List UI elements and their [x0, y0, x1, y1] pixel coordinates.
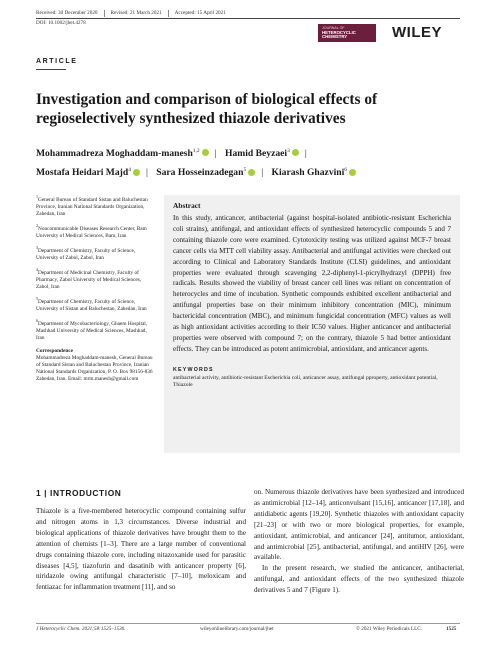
affiliation-item: $^6$Department of Mycobacteriology, Ghaem Hospital, Mashhad University of Medical Sciences, Mashhad, Iran: [36, 317, 148, 341]
article-title: Investigation and comparison of biological effects of regioselectively synthesized thiazole derivatives: [36, 91, 378, 127]
date-divider: [104, 10, 105, 17]
publisher-logo: WILEY: [392, 24, 442, 41]
abstract-text: In this study, anticancer, antibacterial (against hospital-isolated antibiotic-resistant Escherichia coli strains), antifungal, and antioxidant effects of synthesized heterocyclic compounds 5 and 7 containing thiazole core were examined. Cytotoxicity testing was utilized against MCF-7 breast cancer cells via MTT cell viability assay. Antibacterial and antifungal activities were checked out according to Clinical and Laboratory Standards Institute (CLSI) guidelines, and antioxidant properties were evaluated through scavenging 2,2-diphenyl-1-picrylhydrazyl (DPPH) free radicals. Results showed the viability of breast cancer cell lines was reliant on concentration of heterocycles and time of incubation. Synthetic compounds exhibited excellent antibacterial and antifungal properties base on their minimum inhibitory concentration (MIC), minimum bactericidal concentration (MBC), and minimum fungicidal concentration (MFC) values as well as high antioxidant activities according to their IC50 values. Higher anticancer and antibacterial properties were observed with compound 7; on the contrary, thiazole 5 had better antioxidant effects. They can be introduced as potent antimicrobial, antioxidant, and anticancer agents.: [173, 214, 451, 353]
accepted-date: Accepted: 15 April 2021: [174, 10, 226, 16]
body-column-left: [36, 506, 246, 593]
body-column-right: [254, 487, 464, 596]
section-label: ARTICLE: [36, 58, 78, 65]
footer-citation: J Heterocyclic Chem. 2021;58:1525–1530.: [36, 626, 126, 632]
affiliation-item: $^4$Department of Medicinal Chemistry, Faculty of Pharmacy, Zabol University of Medical Sciences, Zabol, Iran: [36, 266, 142, 290]
page-number: 1525: [446, 626, 457, 632]
journal-logo-line3: CHEMISTRY: [322, 34, 348, 40]
author-name[interactable]: Mostafa Heidari Majd: [36, 167, 129, 179]
orcid-icon[interactable]: [349, 169, 356, 176]
revised-date: Revised: 21 March 2021: [110, 10, 162, 16]
header-rule: [36, 18, 460, 19]
body-paragraph: Thiazole is a five-membered heterocyclic compound containing sulfur and nitrogen atoms in 1,3 circumstances. Diverse industrial and biological applications of thiazole derivatives have brought them to the attention of chemists [1–3]. There are a large number of conventional drugs containing thiazole core, including nitazoxanide used for parasitic diseases [4,5], tiazofurin and dasatinib with anticancer property [6], niridazole owing antifungal characteristic [7–10], meloxicam and fentiazac for inflammation treatment [11], and so: [36, 507, 246, 592]
journal-logo-line2: HETEROCYCLIC: [322, 29, 356, 35]
section-label-underline: [36, 69, 66, 70]
author-list: [36, 143, 456, 181]
affiliations: [36, 193, 156, 387]
doi[interactable]: DOI: 10.1002/jhet.4278: [36, 20, 86, 26]
author-affil-marker: 4: [128, 167, 131, 174]
author-affil-marker: 3: [287, 148, 290, 154]
correspondence-text: Mohammadreza Moghaddam-manesh, General Bureau of Standard Sistan and Baluchestan Province, Iranian National Standards Organization, P. O. Box 98156-836 Zahedan, Iran. Email: mrm.manesh@gmail.com: [36, 355, 153, 383]
author-divider: |: [304, 148, 307, 160]
keywords-heading: KEYWORDS: [173, 366, 214, 373]
received-date: Received: 30 December 2020: [36, 10, 98, 16]
date-divider: [168, 10, 169, 17]
author-name[interactable]: Kiarash Ghazvini: [271, 167, 345, 179]
affiliation-item: $^5$Department of Chemistry, Faculty of Science, University of Sistan and Baluchestan, Zahedan, Iran: [36, 296, 147, 312]
author-name[interactable]: Hamid Beyzaei: [225, 148, 288, 160]
body-paragraph: In the present research, we studied the anticancer, antibacterial, antifungal, and antioxidant effects of the two synthesized thiazole derivatives 5 and 7 (Figure 1).: [254, 564, 464, 595]
author-name[interactable]: Mohammadreza Moghaddam-manesh: [36, 148, 193, 160]
correspondence-heading: Correspondence: [36, 348, 73, 354]
affiliation-item: $^3$Department of Chemistry, Faculty of Science, University of Zabol, Zabol, Iran: [36, 245, 136, 261]
author-affil-marker: 1,2: [192, 148, 200, 154]
affiliation-item: $^2$Noncommunicable Diseases Research Center, Bam University of Medical Sciences, Bam, Iran: [36, 223, 147, 239]
affiliation-item: $^1$General Bureau of Standard Sistan and Baluchestan Province, Iranian National Standards Organization, Zahedan, Iran: [36, 194, 148, 217]
journal-logo-line1: JOURNAL OF: [322, 26, 345, 30]
footer-journal-url[interactable]: wileyonlinelibrary.com/journal/jhet: [200, 626, 274, 632]
orcid-icon[interactable]: [133, 169, 140, 176]
footer-copyright: © 2021 Wiley Periodicals LLC.: [356, 626, 423, 632]
article-dates: [36, 10, 226, 17]
orcid-icon[interactable]: [292, 149, 299, 156]
author-name[interactable]: Sara Hosseinzadegan: [156, 167, 244, 179]
orcid-icon[interactable]: [248, 169, 255, 176]
author-divider: |: [261, 167, 264, 179]
body-paragraph: on. Numerous thiazole derivatives have been synthesized and introduced as antimicrobial [12–14], anticonvulsant [15,16], anticancer [17,18], and antidiabetic agents [19,20]. Synthetic thiazoles with antioxidant capacity [21–23] or with two or more biological properties, for example, antioxidant, antimicrobial, and anticancer [24], antitumor, antioxidant, and antimicrobial [25], antibacterial, antifungal, and antiHIV [26], were available.: [254, 488, 464, 562]
keywords-text: antibacterial activity, antibiotic-resistant Escherichia coli, anticancer assay, antifungal pproperty, antioxidant potential, Thiazole: [173, 374, 438, 389]
abstract-box: [164, 195, 460, 453]
orcid-icon[interactable]: [202, 149, 209, 156]
section-heading-introduction: 1 | INTRODUCTION: [36, 488, 122, 498]
abstract-heading: Abstract: [173, 201, 201, 210]
author-affil-marker: 6: [344, 167, 348, 174]
author-divider: |: [145, 167, 148, 179]
footer-rule: [36, 623, 460, 624]
author-affil-marker: 5: [243, 167, 247, 174]
author-divider: |: [214, 148, 217, 160]
journal-logo: [318, 24, 376, 42]
